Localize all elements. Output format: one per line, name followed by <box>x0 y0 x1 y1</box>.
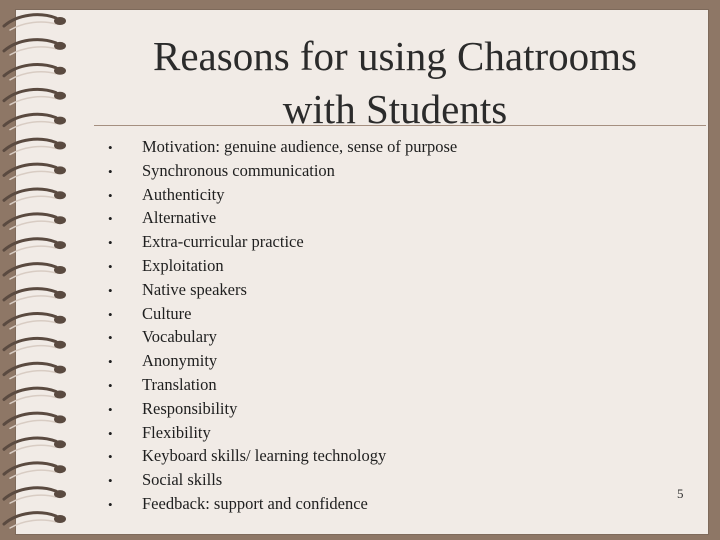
list-item <box>108 421 457 445</box>
list-item <box>108 135 457 159</box>
list-item-text: Social skills <box>142 470 223 490</box>
list-item-text: Anonymity <box>142 351 218 371</box>
bullet-icon: • <box>108 187 113 203</box>
title-divider <box>94 125 706 126</box>
binding-ring-icon <box>4 314 66 329</box>
list-item <box>108 302 457 326</box>
list-item-text: Responsibility <box>142 398 238 418</box>
binding-ring-icon <box>4 513 66 528</box>
binding-ring-icon <box>4 438 66 453</box>
list-item <box>108 349 457 373</box>
binding-ring-icon <box>4 388 66 403</box>
bullet-icon: • <box>108 306 113 322</box>
binding-ring-icon <box>4 363 66 378</box>
bullet-icon: • <box>108 140 113 155</box>
bullet-icon: • <box>108 282 113 298</box>
bullet-icon: • <box>108 330 113 346</box>
list-item <box>108 397 457 421</box>
binding-ring-icon <box>4 239 66 254</box>
bullet-icon: • <box>108 258 113 274</box>
list-item-text: Motivation: genuine audience, sense of purpose <box>142 137 458 156</box>
list-item-text: Synchronous communication <box>142 160 335 180</box>
binding-ring-icon <box>4 114 66 129</box>
bullet-icon: • <box>108 449 113 465</box>
bullet-icon: • <box>108 473 113 489</box>
title-line-2: with Students <box>282 86 508 132</box>
binding-ring-icon <box>4 65 66 80</box>
binding-ring-icon <box>4 289 66 304</box>
binding-ring-icon <box>4 40 66 55</box>
binding-ring-icon <box>4 214 66 229</box>
bullet-list <box>108 135 457 516</box>
binding-ring-icon <box>4 338 66 353</box>
list-item <box>108 159 457 183</box>
list-item-text: Culture <box>142 303 192 323</box>
bullet-icon: • <box>108 425 113 441</box>
slide-title <box>80 30 710 136</box>
binding-ring-icon <box>4 463 66 478</box>
list-item <box>108 468 457 492</box>
bullet-icon: • <box>108 163 113 179</box>
list-item <box>108 325 457 349</box>
list-item <box>108 183 457 207</box>
list-item-text: Feedback: support and confidence <box>142 493 368 513</box>
list-item-text: Vocabulary <box>142 327 217 347</box>
binding-ring-icon <box>4 264 66 279</box>
list-item <box>108 373 457 397</box>
bullet-icon: • <box>108 235 113 251</box>
bullet-icon: • <box>108 401 113 417</box>
list-item-text: Authenticity <box>142 184 225 204</box>
list-item-text: Alternative <box>142 208 217 228</box>
list-item-text: Keyboard skills/ learning technology <box>142 446 387 466</box>
bullet-icon: • <box>108 211 113 227</box>
binding-ring-icon <box>4 189 66 204</box>
list-item <box>108 444 457 468</box>
list-item-text: Exploitation <box>142 255 224 275</box>
binding-ring-icon <box>4 164 66 179</box>
bullet-icon: • <box>108 354 113 370</box>
binding-ring-icon <box>4 89 66 104</box>
binding-ring-icon <box>4 413 66 428</box>
list-item <box>108 278 457 302</box>
bullet-icon: • <box>108 377 113 393</box>
binding-ring-icon <box>4 15 66 30</box>
list-item <box>108 492 457 516</box>
spiral-binding <box>0 0 90 540</box>
binding-ring-icon <box>4 488 66 503</box>
list-item <box>108 230 457 254</box>
bullet-icon: • <box>108 496 113 512</box>
list-item-text: Native speakers <box>142 279 247 299</box>
list-item-text: Flexibility <box>142 422 211 442</box>
title-line-1: Reasons for using Chatrooms <box>153 33 637 79</box>
list-item-text: Extra-curricular practice <box>142 232 304 252</box>
binding-ring-icon <box>4 139 66 154</box>
list-item <box>108 206 457 230</box>
list-item-text: Translation <box>142 374 217 394</box>
page-number: 5 <box>677 486 684 501</box>
list-item <box>108 254 457 278</box>
